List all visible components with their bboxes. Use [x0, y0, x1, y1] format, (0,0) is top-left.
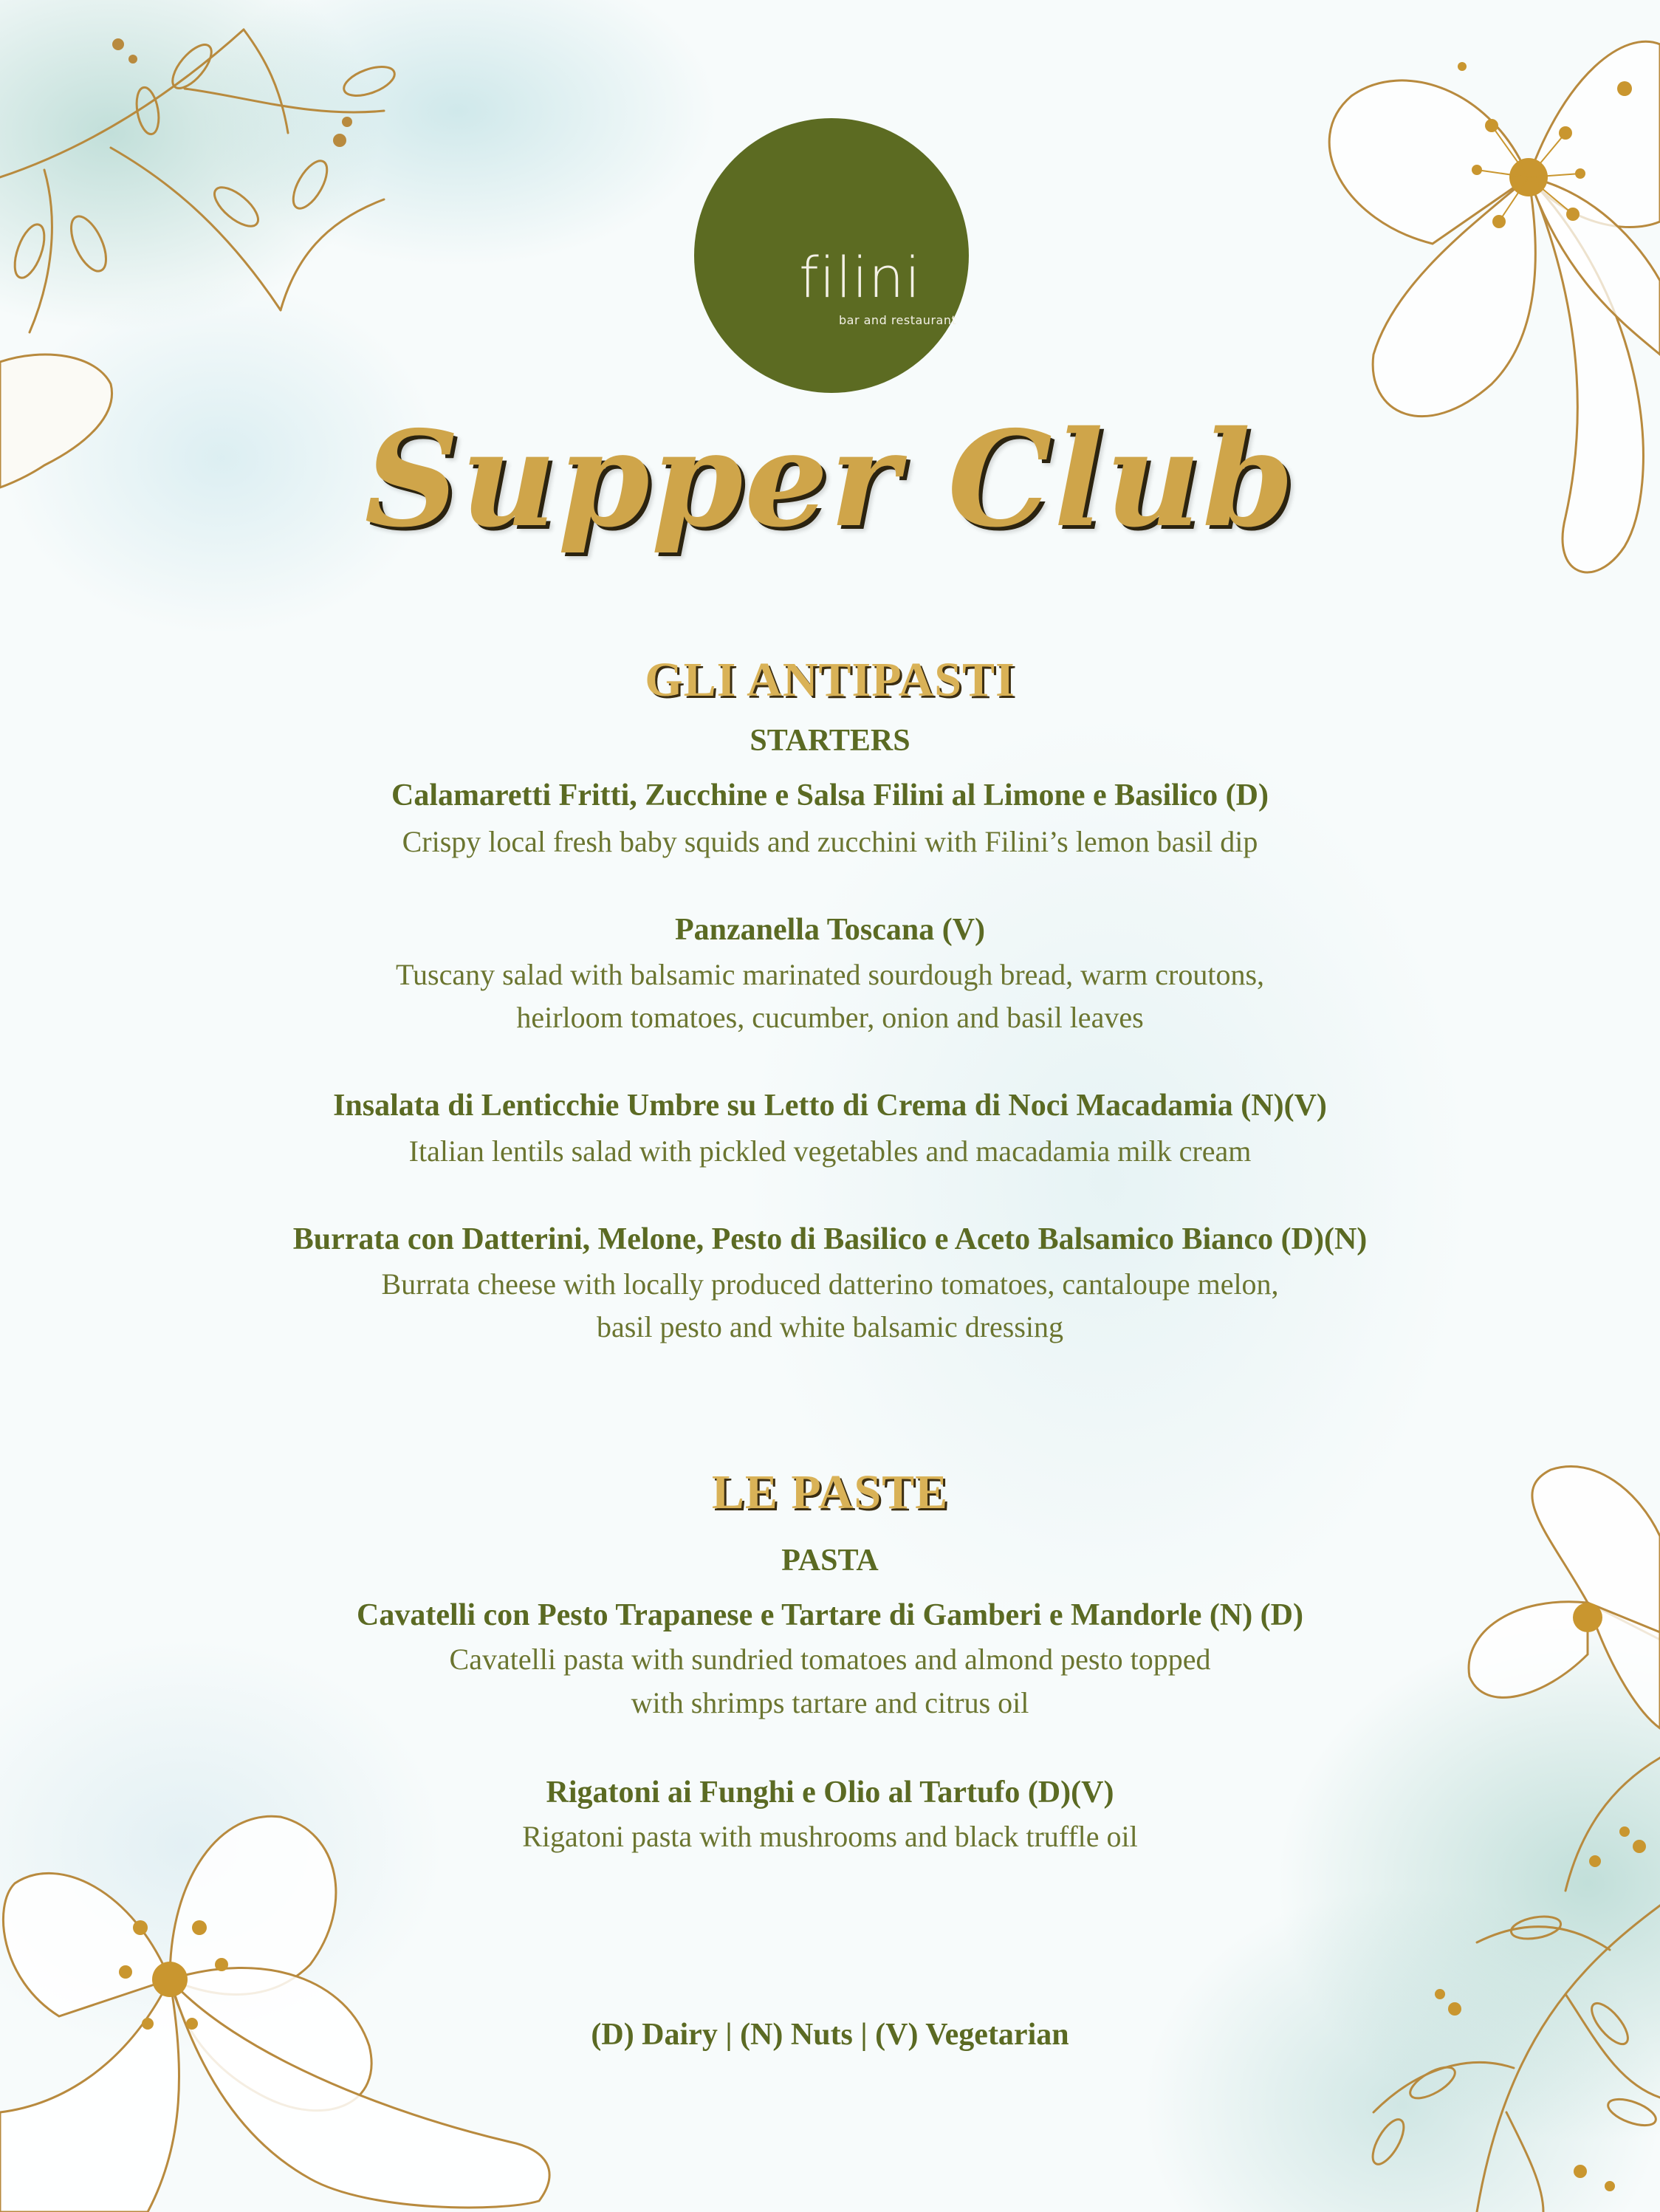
- menu-item-name: Rigatoni ai Funghi e Olio al Tartufo (D)(V): [546, 1776, 1114, 1809]
- logo-wordmark: filini: [799, 244, 922, 310]
- menu-item-description: Italian lentils salad with pickled vegetables and macadamia milk cream: [408, 1134, 1252, 1168]
- menu-item-description-line2: basil pesto and white balsamic dressing: [596, 1310, 1064, 1343]
- menu-item-description: Rigatoni pasta with mushrooms and black truffle oil: [522, 1820, 1138, 1853]
- page-title: Supper Club: [364, 402, 1296, 556]
- filini-logo: [694, 118, 969, 393]
- menu-item-name: Panzanella Toscana (V): [674, 913, 986, 947]
- menu-item-description: Cavatelli pasta with sundried tomatoes and almond pesto topped: [449, 1643, 1211, 1676]
- dietary-legend: (D) Dairy | (N) Nuts | (V) Vegetarian: [591, 2018, 1069, 2052]
- section-title-antipasti: GLI ANTIPASTI: [645, 653, 1015, 707]
- menu-item-description-line2: with shrimps tartare and citrus oil: [631, 1686, 1029, 1719]
- menu-item-description-line2: heirloom tomatoes, cucumber, onion and basil leaves: [516, 1001, 1144, 1034]
- section-title-paste: LE PASTE: [711, 1465, 949, 1519]
- menu-item-description: Tuscany salad with balsamic marinated sourdough bread, warm croutons,: [395, 958, 1265, 991]
- logo-tagline: bar and restaurant: [839, 313, 957, 327]
- menu-item-name: Insalata di Lenticchie Umbre su Letto di Crema di Noci Macadamia (N)(V): [333, 1089, 1327, 1123]
- section-subtitle-starters: STARTERS: [750, 724, 910, 758]
- section-subtitle-pasta: PASTA: [781, 1544, 879, 1578]
- menu-item-description: Burrata cheese with locally produced datterino tomatoes, cantaloupe melon,: [381, 1267, 1279, 1301]
- menu-item-name: Calamaretti Fritti, Zucchine e Salsa Filini al Limone e Basilico (D): [391, 778, 1269, 812]
- menu-item-name: Burrata con Datterini, Melone, Pesto di Basilico e Aceto Balsamico Bianco (D)(N): [292, 1222, 1368, 1256]
- menu-item-name: Cavatelli con Pesto Trapanese e Tartare di Gamberi e Mandorle (N) (D): [357, 1598, 1303, 1632]
- menu-item-description: Crispy local fresh baby squids and zucchini with Filini’s lemon basil dip: [402, 825, 1258, 858]
